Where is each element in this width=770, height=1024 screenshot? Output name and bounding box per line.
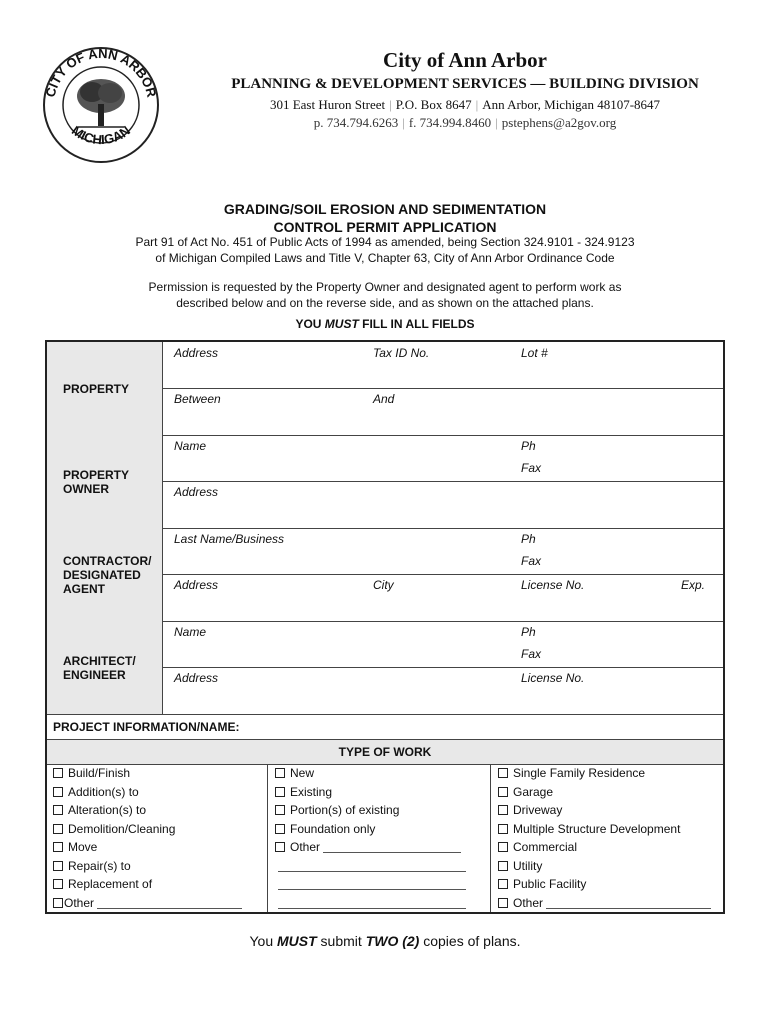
fax: f. 734.994.8460 xyxy=(408,115,492,130)
application-form xyxy=(45,340,725,914)
must-fill-notice: YOU MUST FILL IN ALL FIELDS xyxy=(295,317,475,331)
checkbox-build-finish[interactable]: Build/Finish xyxy=(53,764,242,783)
contractor-license-field[interactable]: License No. xyxy=(521,578,585,592)
po-box: P.O. Box 8647 xyxy=(395,97,472,112)
checkbox-replacement[interactable]: Replacement of xyxy=(53,875,242,894)
checkbox-other-1[interactable]: Other xyxy=(53,894,242,913)
letterhead xyxy=(160,48,770,132)
architect-name-field[interactable]: Name xyxy=(174,625,207,639)
svg-text:MICHIGAN: MICHIGAN xyxy=(69,122,133,148)
plans-copies-notice: You MUST submit TWO (2) copies of plans. xyxy=(249,933,521,949)
checkbox-move[interactable]: Move xyxy=(53,838,242,857)
architect-phone-field[interactable]: Ph xyxy=(521,625,536,639)
tax-id-field[interactable]: Tax ID No. xyxy=(373,346,430,360)
contractor-address-field[interactable]: Address xyxy=(174,578,219,592)
type-of-work-header: TYPE OF WORK xyxy=(47,740,723,765)
owner-label: PROPERTY OWNER xyxy=(47,435,163,528)
checkbox-existing[interactable]: Existing xyxy=(275,783,466,802)
checkbox-additions[interactable]: Addition(s) to xyxy=(53,783,242,802)
address-line: 301 East Huron Street | P.O. Box 8647 | Ann Arbor, Michigan 48107-8647 xyxy=(269,97,661,112)
checkbox-other-3[interactable]: Other xyxy=(498,894,711,913)
architect-license-field[interactable]: License No. xyxy=(521,671,585,685)
city-name: City of Ann Arbor xyxy=(383,48,547,72)
contractor-section xyxy=(47,528,723,622)
checkbox-other-2[interactable]: Other xyxy=(275,838,466,857)
form-title: GRADING/SOIL EROSION AND SEDIMENTATION CONTROL PERMIT APPLICATION xyxy=(223,201,547,235)
checkbox-portions[interactable]: Portion(s) of existing xyxy=(275,801,466,820)
email: pstephens@a2gov.org xyxy=(501,115,617,130)
contractor-name-field[interactable]: Last Name/Business xyxy=(174,532,285,546)
architect-fax-field[interactable]: Fax xyxy=(521,647,542,661)
checkbox-single-family[interactable]: Single Family Residence xyxy=(498,764,711,783)
owner-name-field[interactable]: Name xyxy=(174,439,207,453)
department-name: PLANNING & DEVELOPMENT SERVICES — BUILDING DIVISION xyxy=(231,76,699,92)
address-field[interactable]: Address xyxy=(174,346,219,360)
city-seal-logo xyxy=(42,46,160,164)
owner-address-field[interactable]: Address xyxy=(174,485,219,499)
property-section xyxy=(47,342,723,436)
type-of-work-col2 xyxy=(275,764,466,914)
contractor-exp-field[interactable]: Exp. xyxy=(681,578,706,592)
contact-line: p. 734.794.6263 | f. 734.994.8460 | pstephens@a2gov.org xyxy=(313,115,617,130)
and-field[interactable]: And xyxy=(373,392,395,406)
checkbox-driveway[interactable]: Driveway xyxy=(498,801,711,820)
form-subtitle: Part 91 of Act No. 451 of Public Acts of 1994 as amended, being Section 324.9101 - 324.9123 of Michigan Compiled Laws and Title V, Chapter 63, City of Ann Arbor Ordinance Code xyxy=(135,235,635,265)
architect-label: ARCHITECT/ ENGINEER xyxy=(47,621,163,714)
checkbox-new[interactable]: New xyxy=(275,764,466,783)
checkbox-repairs[interactable]: Repair(s) to xyxy=(53,857,242,876)
contractor-label: CONTRACTOR/ DESIGNATED AGENT xyxy=(47,528,163,621)
type-of-work-col1 xyxy=(53,764,242,914)
checkbox-utility[interactable]: Utility xyxy=(498,857,711,876)
svg-text:CITY OF ANN ARBOR: CITY OF ANN ARBOR xyxy=(42,46,160,99)
checkbox-public-facility[interactable]: Public Facility xyxy=(498,875,711,894)
owner-fax-field[interactable]: Fax xyxy=(521,461,542,475)
architect-address-field[interactable]: Address xyxy=(174,671,219,685)
owner-phone-field[interactable]: Ph xyxy=(521,439,536,453)
checkbox-multiple-structure[interactable]: Multiple Structure Development xyxy=(498,820,711,839)
phone: p. 734.794.6263 xyxy=(313,115,399,130)
city-state-zip: Ann Arbor, Michigan 48107-8647 xyxy=(482,97,661,112)
checkbox-foundation[interactable]: Foundation only xyxy=(275,820,466,839)
permission-statement: Permission is requested by the Property Owner and designated agent to perform work as described below and on the reverse side, and as shown on the attached plans. xyxy=(148,280,622,310)
project-info-field[interactable]: PROJECT INFORMATION/NAME: xyxy=(47,714,723,740)
contractor-city-field[interactable]: City xyxy=(373,578,394,592)
lot-field[interactable]: Lot # xyxy=(521,346,548,360)
checkbox-garage[interactable]: Garage xyxy=(498,783,711,802)
checkbox-commercial[interactable]: Commercial xyxy=(498,838,711,857)
contractor-fax-field[interactable]: Fax xyxy=(521,554,542,568)
property-label: PROPERTY xyxy=(47,342,163,435)
checkbox-alterations[interactable]: Alteration(s) to xyxy=(53,801,242,820)
type-of-work-col3 xyxy=(498,764,711,914)
architect-section xyxy=(47,621,723,715)
street: 301 East Huron Street xyxy=(269,97,386,112)
between-field[interactable]: Between xyxy=(174,392,221,406)
property-owner-section xyxy=(47,435,723,529)
contractor-phone-field[interactable]: Ph xyxy=(521,532,536,546)
checkbox-demolition[interactable]: Demolition/Cleaning xyxy=(53,820,242,839)
